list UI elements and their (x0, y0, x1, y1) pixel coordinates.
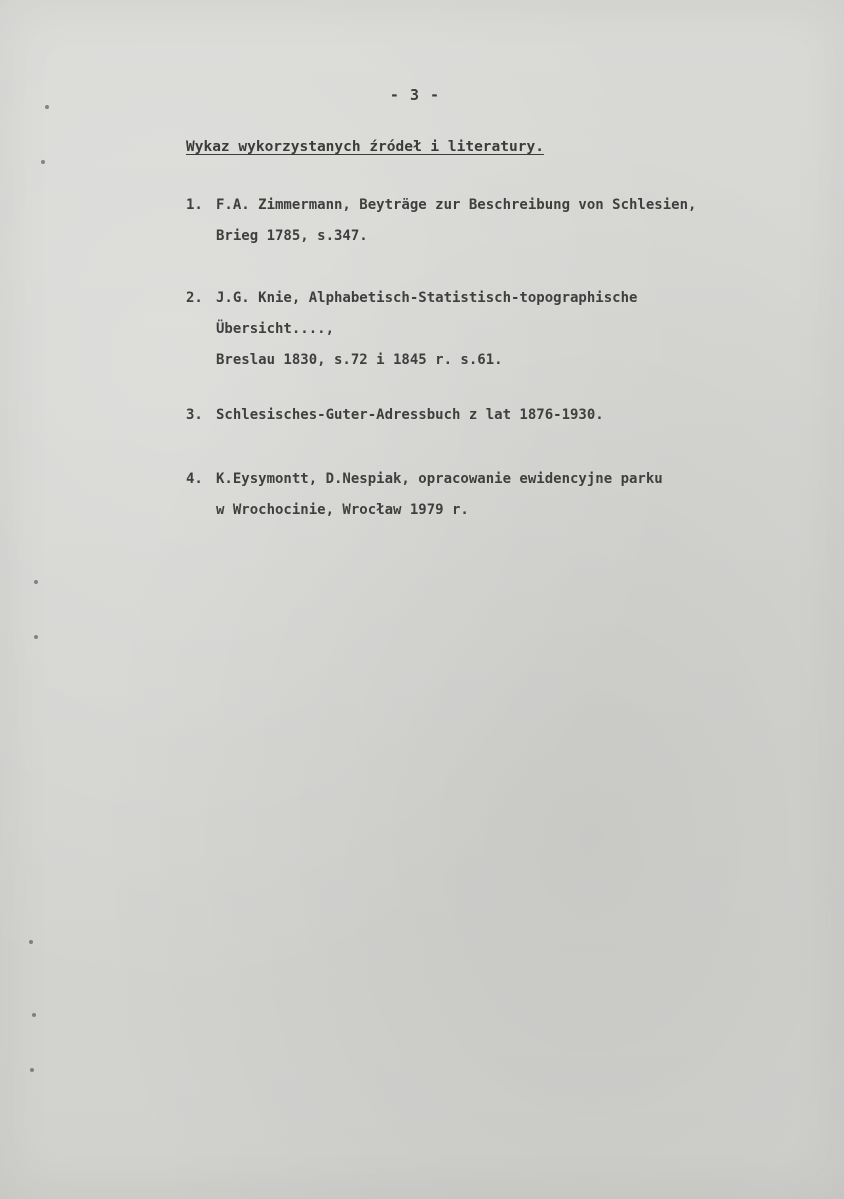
reference-2-line-1 (186, 283, 637, 314)
page-number: - 3 - (389, 86, 441, 104)
reference-number: 4. (186, 471, 203, 487)
punch-mark-1 (45, 105, 49, 109)
reference-item-3 (186, 400, 604, 431)
reference-1-line-2: Brieg 1785, s.347. (216, 228, 368, 244)
bibliography-heading: Wykaz wykorzystanych źródeł i literatury. (186, 139, 544, 155)
punch-mark-6 (32, 1013, 36, 1017)
punch-mark-5 (29, 940, 33, 944)
punch-mark-4 (34, 635, 38, 639)
reference-text: Schlesisches-Guter-Adressbuch z lat 1876-1930. (216, 407, 604, 423)
reference-text: K.Eysymontt, D.Nespiak, opracowanie ewidencyjne parku (216, 471, 663, 487)
reference-2-line-3: Breslau 1830, s.72 i 1845 r. s.61. (216, 352, 503, 368)
reference-3-line-1 (186, 400, 604, 431)
punch-mark-3 (34, 580, 38, 584)
reference-number: 2. (186, 290, 203, 306)
reference-2-line-2: Übersicht...., (216, 321, 335, 337)
reference-item-2 (186, 283, 637, 376)
reference-item-4 (186, 464, 663, 526)
reference-text: F.A. Zimmermann, Beyträge zur Beschreibung von Schlesien, (216, 197, 697, 213)
punch-mark-7 (30, 1068, 34, 1072)
punch-mark-2 (41, 160, 45, 164)
reference-1-line-1 (186, 190, 696, 221)
reference-4-line-2: w Wrochocinie, Wrocław 1979 r. (216, 502, 469, 518)
reference-text: J.G. Knie, Alphabetisch-Statistisch-topographische (216, 290, 638, 306)
reference-item-1 (186, 190, 696, 252)
reference-number: 1. (186, 197, 203, 213)
reference-4-line-1 (186, 464, 663, 495)
reference-number: 3. (186, 407, 203, 423)
